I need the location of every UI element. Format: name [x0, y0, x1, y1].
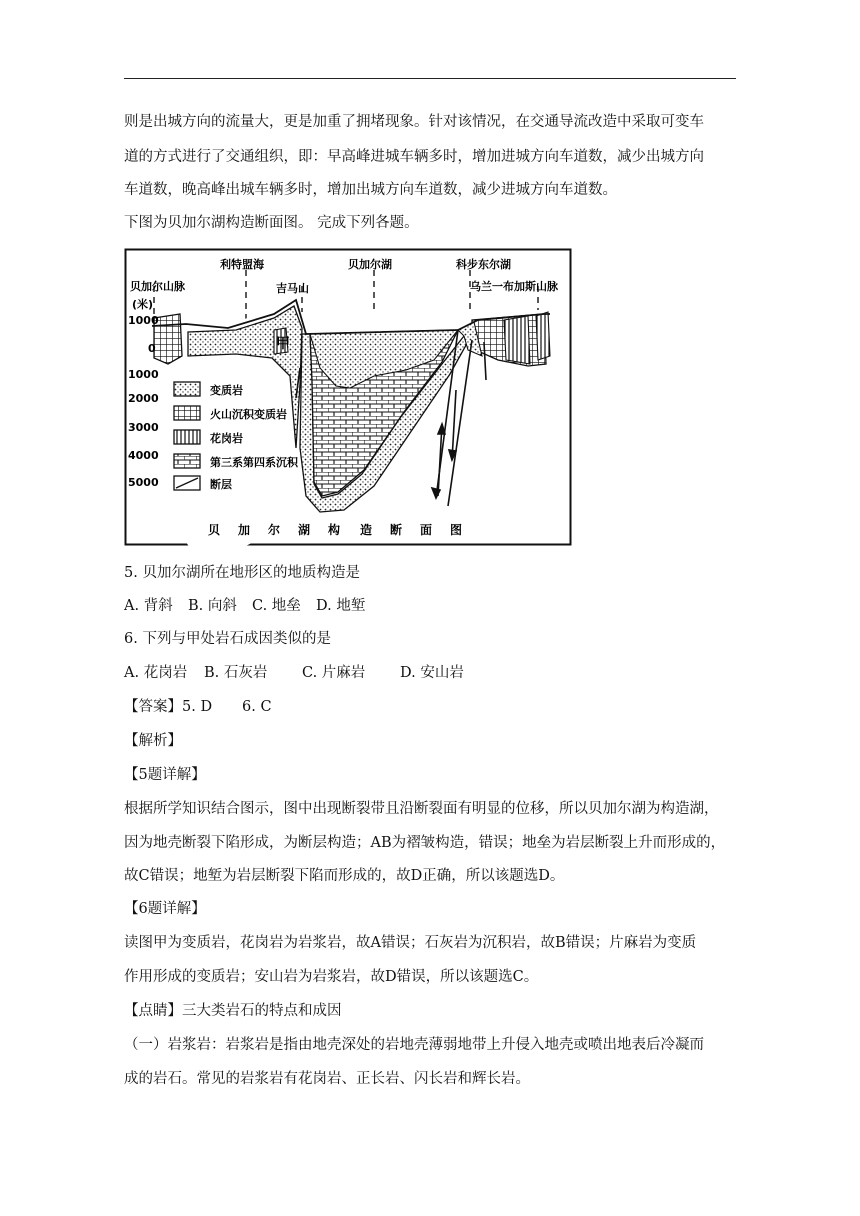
option-d: D. 安山岩 [400, 665, 464, 681]
answer-line [124, 697, 272, 717]
legend-label: 断层 [210, 478, 232, 491]
axis-tick: 1000 [128, 368, 159, 381]
baikal-section-figure [124, 248, 572, 546]
igneous-line: 成的岩石。常见的岩浆岩有花岗岩、正长岩、闪长岩和辉长岩。 [124, 1071, 530, 1087]
paragraph-line: 则是出城方向的流量大，更是加重了拥堵现象。针对该情况，在交通导流改造中采取可变车 [124, 114, 704, 130]
tip-line [124, 1001, 342, 1021]
axis-tick: 5000 [128, 476, 159, 489]
q5-detail-line: 因为地壳断裂下陷形成，为断层构造；AB为褶皱构造，错误；地垒为岩层断裂上升而形成的， [124, 835, 726, 851]
legend-label: 火山沉积变质岩 [210, 408, 287, 421]
label-lake-right: 科步东尔湖 [456, 258, 511, 271]
q5-detail-title: 【5题详解】 [124, 767, 206, 783]
q5-detail-line: 故C错误；地堑为岩层断裂下陷而形成的，故D正确，所以该题选D。 [124, 868, 565, 884]
legend-label: 第三系第四系沉积 [210, 456, 298, 469]
q5-detail-line: 根据所学知识结合图示，图中出现断裂带且沿断裂面有明显的位移，所以贝加尔湖为构造湖， [124, 801, 719, 817]
label-jia: 甲 [276, 336, 290, 352]
question-5-stem: 5. 贝加尔湖所在地形区的地质构造是 [124, 565, 360, 581]
label-baikal: 贝加尔湖 [348, 258, 392, 271]
axis-tick: 4000 [128, 449, 159, 462]
svg-text:面: 面 [420, 523, 433, 537]
svg-text:造: 造 [360, 523, 373, 537]
figure-intro: 下图为贝加尔湖构造断面图。 完成下列各题。 [124, 215, 419, 231]
svg-text:图: 图 [450, 523, 463, 537]
svg-text:断: 断 [390, 523, 403, 537]
option-b: B. 向斜 [188, 598, 237, 614]
question-6-options [124, 663, 464, 683]
option-a: A. 背斜 [124, 598, 173, 614]
option-c: C. 片麻岩 [302, 665, 366, 681]
axis-tick: 0 [148, 342, 156, 355]
tip-text: 三大类岩石的特点和成因 [182, 1003, 342, 1019]
svg-text:尔: 尔 [268, 523, 281, 537]
question-5-options [124, 596, 365, 616]
question-6-stem: 6. 下列与甲处岩石成因类似的是 [124, 631, 331, 647]
q6-detail-line: 读图甲为变质岩，花岗岩为岩浆岩，故A错误；石灰岩为沉积岩，故B错误；片麻岩为变质 [124, 935, 697, 951]
analysis-title: 【解析】 [124, 733, 182, 749]
label-mountain-left: 贝加尔山脉 [130, 280, 185, 293]
svg-text:构: 构 [328, 523, 341, 537]
answer-6: 6. C [242, 699, 272, 715]
axis-tick: 3000 [128, 421, 159, 434]
svg-text:贝: 贝 [208, 523, 221, 537]
label-mountain-right: 乌兰一布加斯山脉 [470, 280, 558, 293]
q6-detail-line: 作用形成的变质岩；安山岩为岩浆岩，故D错误，所以该题选C。 [124, 969, 539, 985]
option-c: C. 地垒 [252, 598, 301, 614]
paragraph-line: 车道数，晚高峰出城车辆多时，增加出城方向车道数，减少进城方向车道数。 [124, 182, 617, 198]
axis-unit: (米) [132, 298, 154, 311]
label-lake-left: 利特盟海 [220, 258, 264, 271]
depth-axis [128, 297, 159, 489]
legend-label: 花岗岩 [210, 432, 243, 445]
q6-detail-title: 【6题详解】 [124, 901, 206, 917]
option-a: A. 花岗岩 [124, 665, 188, 681]
tip-label: 【点睛】 [124, 1003, 182, 1019]
option-d: D. 地堑 [316, 598, 366, 614]
svg-text:湖: 湖 [298, 523, 311, 537]
igneous-line: （一）岩浆岩：岩浆岩是指由地壳深处的岩地壳薄弱地带上升侵入地壳或喷出地表后冷凝而 [124, 1037, 704, 1053]
option-b: B. 石灰岩 [204, 665, 268, 681]
svg-text:加: 加 [238, 523, 251, 537]
axis-tick: 1000 [128, 314, 159, 327]
axis-tick: 2000 [128, 392, 159, 405]
paragraph-line: 道的方式进行了交通组织，即：早高峰进城车辆多时，增加进城方向车道数，减少出城方向 [124, 149, 704, 165]
answer-label: 【答案】 [124, 699, 182, 715]
figure-caption [208, 522, 462, 537]
legend-label: 变质岩 [210, 384, 243, 397]
header-rule [124, 78, 736, 79]
answer-5: 5. D [182, 699, 213, 715]
label-jima-mountain: 吉马山 [276, 282, 309, 295]
